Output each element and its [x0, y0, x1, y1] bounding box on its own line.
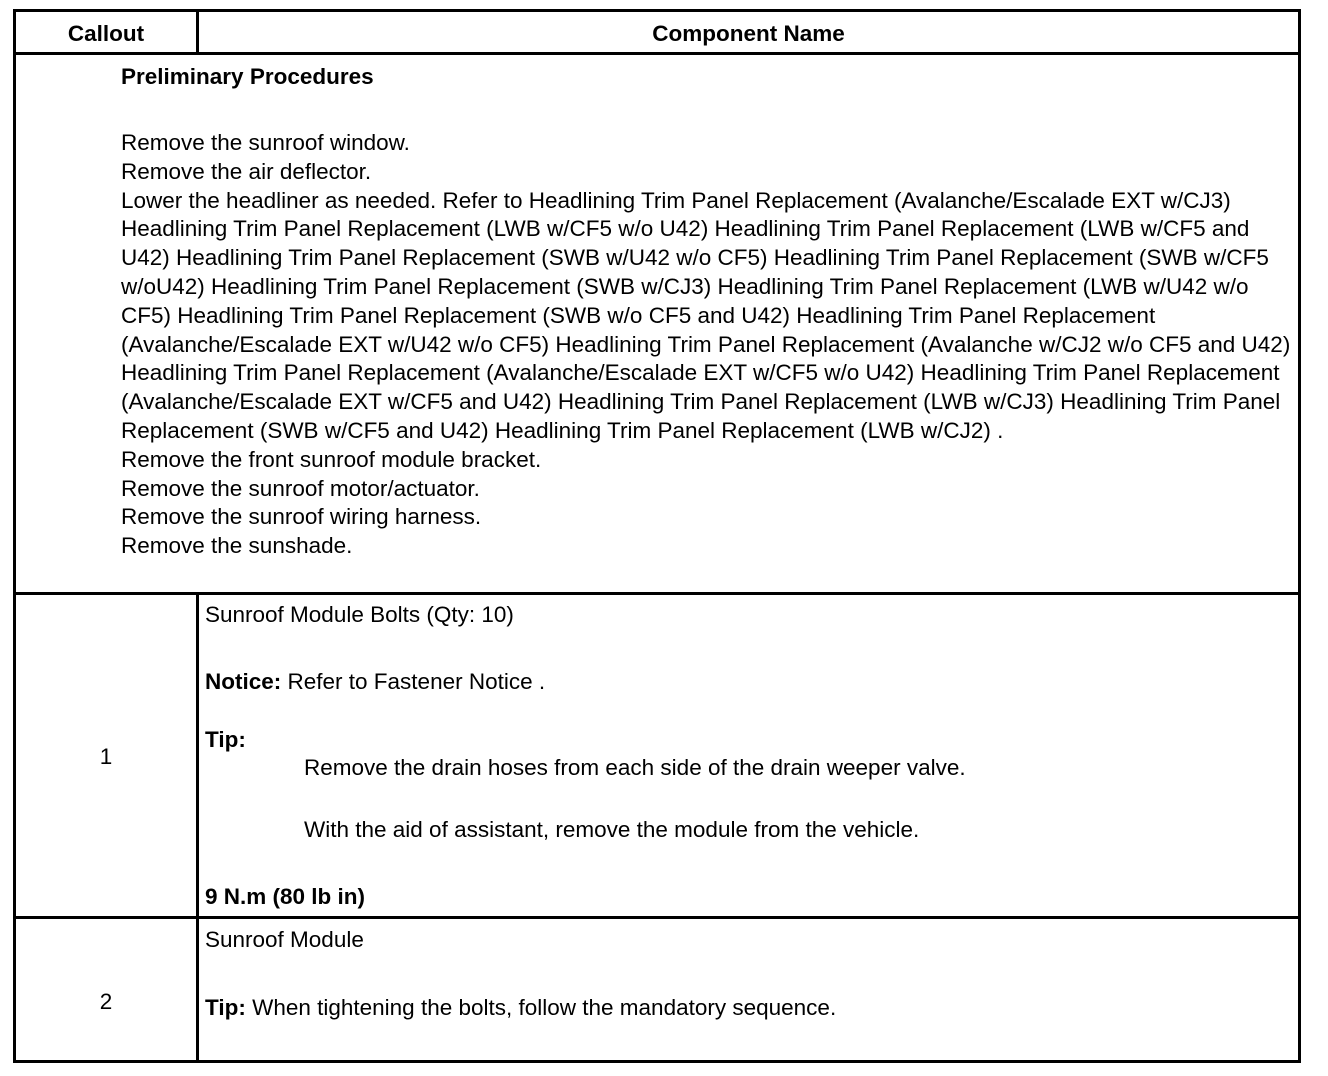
component-description: [205, 926, 1292, 1023]
component-name: Sunroof Module: [205, 927, 364, 952]
tip-label: Tip:: [205, 994, 246, 1020]
tip: [205, 994, 1292, 1023]
preliminary-procedures: [121, 63, 1292, 561]
table-row: [16, 919, 1298, 1060]
procedure-step: Remove the sunroof wiring harness.: [121, 504, 482, 530]
callout-number: 2: [99, 989, 113, 1014]
tip-label: Tip:: [205, 726, 246, 752]
tip-item: With the aid of assistant, remove the module from the vehicle.: [304, 817, 920, 843]
component-name: Sunroof Module Bolts (Qty: 10): [205, 602, 514, 627]
torque-spec: 9 N.m (80 lb in): [205, 883, 366, 909]
component-table: [13, 9, 1301, 1063]
component-name-header: Component Name: [652, 21, 845, 46]
tip-item: Remove the drain hoses from each side of the drain weeper valve.: [304, 755, 966, 781]
procedure-step: Remove the sunshade.: [121, 533, 353, 559]
procedure-step: Remove the sunroof motor/actuator.: [121, 475, 480, 501]
component-description: [205, 601, 1292, 912]
preliminary-procedures-row: [16, 55, 1298, 595]
callout-header: Callout: [67, 21, 145, 46]
notice-text: Refer to Fastener Notice .: [281, 668, 546, 694]
notice: [205, 668, 1292, 697]
preliminary-title: Preliminary Procedures: [121, 64, 374, 89]
notice-label: Notice:: [205, 668, 282, 694]
tip-text: When tightening the bolts, follow the mandatory sequence.: [245, 994, 837, 1020]
table-row: [16, 595, 1298, 919]
procedure-step: Remove the sunroof window.: [121, 130, 410, 155]
table-header: [16, 12, 1298, 55]
callout-number: 1: [99, 744, 113, 769]
procedure-step: Remove the air deflector.: [121, 158, 372, 184]
procedure-step-headliner: Lower the headliner as needed. Refer to Headlining Trim Panel Replacement (Avalanche/Escalade EXT w/CJ3) Headlining Trim Panel Replacement (LWB w/CF5 w/o U42) Headlining Trim Panel Replacement (LWB w/CF5 and U42) Headlining Trim Panel Replacement (SWB w/U42 w/o CF5) Headlining Trim Panel Replacement (SWB w/CF5 w/oU42) Headlining Trim Panel Replacement (SWB w/CJ3) Headlining Trim Panel Replacement (LWB w/U42 w/o CF5) Headlining Trim Panel Replacement (SWB w/o CF5 and U42) Headlining Trim Panel Replacement (Avalanche/Escalade EXT w/U42 w/o CF5) Headlining Trim Panel Replacement (Avalanche w/CJ2 w/o CF5 and U42) Headlining Trim Panel Replacement (Avalanche/Escalade EXT w/CF5 w/o U42) Headlining Trim Panel Replacement (Avalanche/Escalade EXT w/CF5 and U42) Headlining Trim Panel Replacement (LWB w/CJ3) Headlining Trim Panel Replacement (SWB w/CF5 and U42) Headlining Trim Panel Replacement (LWB w/CJ2) .: [121, 187, 1291, 443]
procedure-step: Remove the front sunroof module bracket.: [121, 446, 542, 472]
